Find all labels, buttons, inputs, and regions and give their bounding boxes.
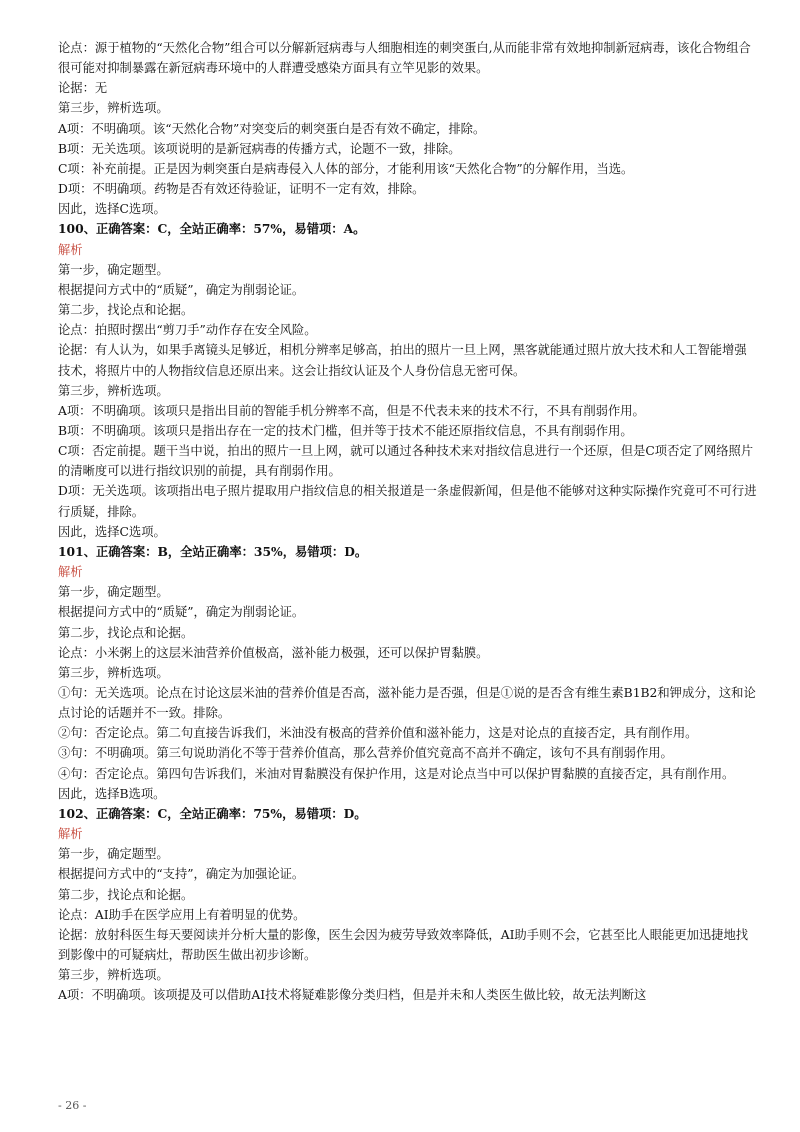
answer-header: 102、正确答案：C，全站正确率：75%，易错项：D。 (58, 805, 367, 821)
text-paragraph: 论点：拍照时摆出“剪刀手”动作存在安全风险。 (58, 323, 317, 338)
text-paragraph: 论据：有人认为，如果手离镜头足够近，相机分辨率足够高，拍出的照片一旦上网，黑客就能通过照片放大技术和人工智能增强技术，将照片中的人物指纹信息还原出来。这会让指纹认证及个人身份信息无密可保。 (58, 343, 747, 378)
text-paragraph: A项：不明确项。该项只是指出目前的智能手机分辨率不高，但是不代表未来的技术不行，不具有削弱作用。 (58, 403, 645, 418)
text-paragraph: 论点：小米粥上的这层米油营养价值极高，滋补能力极强，还可以保护胃黏膜。 (58, 645, 489, 660)
text-paragraph: 论点：源于植物的“天然化合物”组合可以分解新冠病毒与人细胞相连的刺突蛋白,从而能非常有效地抑制新冠病毒，该化合物组合很可能对抑制暴露在新冠病毒环境中的人群遭受感染方面具有立竿见影的效果。 (58, 41, 751, 76)
text-paragraph: 根据提问方式中的“质疑”，确定为削弱论证。 (58, 605, 305, 620)
text-paragraph: ③句：不明确项。第三句说助消化不等于营养价值高，那么营养价值究竟高不高并不确定，该句不具有削弱作用。 (58, 746, 673, 761)
text-paragraph: C项：否定前提。题干当中说，拍出的照片一旦上网，就可以通过各种技术来对指纹信息进行一个还原，但是C项否定了网络照片的清晰度可以进行指纹识别的前提，具有削弱作用。 (58, 444, 754, 479)
text-paragraph: B项：无关选项。该项说明的是新冠病毒的传播方式，论题不一致，排除。 (58, 141, 461, 156)
answer-header: 101、正确答案：B，全站正确率：35%，易错项：D。 (58, 543, 368, 559)
text-paragraph: ④句：否定论点。第四句告诉我们，米油对胃黏膜没有保护作用，这是对论点当中可以保护胃黏膜的直接否定，具有削作用。 (58, 766, 735, 781)
text-paragraph: 第三步，辨析选项。 (58, 101, 169, 116)
text-paragraph: 因此，选择B选项。 (58, 786, 166, 801)
text-paragraph: 第一步，确定题型。 (58, 847, 169, 862)
text-paragraph: 根据提问方式中的“质疑”，确定为削弱论证。 (58, 282, 305, 297)
text-paragraph: 因此，选择C选项。 (58, 202, 166, 217)
text-paragraph: 论点：AI助手在医学应用上有着明显的优势。 (58, 907, 306, 922)
text-paragraph: 第三步，辨析选项。 (58, 968, 169, 983)
text-paragraph: 第二步，找论点和论据。 (58, 887, 194, 902)
text-paragraph: 第三步，辨析选项。 (58, 383, 169, 398)
page-number: - 26 - (58, 1099, 87, 1112)
analysis-label: 解析 (58, 242, 83, 257)
analysis-label: 解析 (58, 827, 83, 842)
text-paragraph: ①句：无关选项。论点在讨论这层米油的营养价值是否高，滋补能力是否强，但是①说的是否含有维生素B1B2和钾成分，这和论点讨论的话题并不一致。排除。 (58, 686, 756, 721)
document-body (58, 38, 758, 1006)
answer-header: 100、正确答案：C，全站正确率：57%，易错项：A。 (58, 221, 366, 237)
text-paragraph: 第一步，确定题型。 (58, 585, 169, 600)
text-paragraph: 论据：放射科医生每天要阅读并分析大量的影像，医生会因为疲劳导致效率降低，AI助手则不会，它甚至比人眼能更加迅捷地找到影像中的可疑病灶，帮助医生做出初步诊断。 (58, 927, 749, 963)
text-paragraph: 第三步，辨析选项。 (58, 665, 169, 680)
text-paragraph: D项：无关选项。该项指出电子照片提取用户指纹信息的相关报道是一条虚假新闻，但是他不能够对这种实际操作究竟可不可行进行质疑，排除。 (58, 484, 757, 519)
text-paragraph: B项：不明确项。该项只是指出存在一定的技术门槛，但并等于技术不能还原指纹信息，不具有削弱作用。 (58, 423, 633, 438)
text-paragraph: 第一步，确定题型。 (58, 262, 169, 277)
text-paragraph: A项：不明确项。该“天然化合物”对突变后的刺突蛋白是否有效不确定，排除。 (58, 121, 486, 136)
text-paragraph: 根据提问方式中的“支持”，确定为加强论证。 (58, 867, 305, 882)
text-paragraph: A项：不明确项。该项提及可以借助AI技术将疑难影像分类归档，但是并未和人类医生做比较，故无法判断这 (58, 988, 647, 1003)
text-paragraph: 论据：无 (58, 81, 108, 96)
text-paragraph: 第二步，找论点和论据。 (58, 625, 194, 640)
analysis-label: 解析 (58, 565, 83, 580)
text-paragraph: 第二步，找论点和论据。 (58, 303, 194, 318)
text-paragraph: D项：不明确项。药物是否有效还待验证，证明不一定有效，排除。 (58, 182, 425, 197)
text-paragraph: C项：补充前提。正是因为刺突蛋白是病毒侵入人体的部分，才能利用该“天然化合物”的分解作用，当选。 (58, 161, 634, 176)
text-paragraph: 因此，选择C选项。 (58, 524, 166, 539)
text-paragraph: ②句：否定论点。第二句直接告诉我们，米油没有极高的营养价值和滋补能力，这是对论点的直接否定，具有削作用。 (58, 726, 698, 741)
